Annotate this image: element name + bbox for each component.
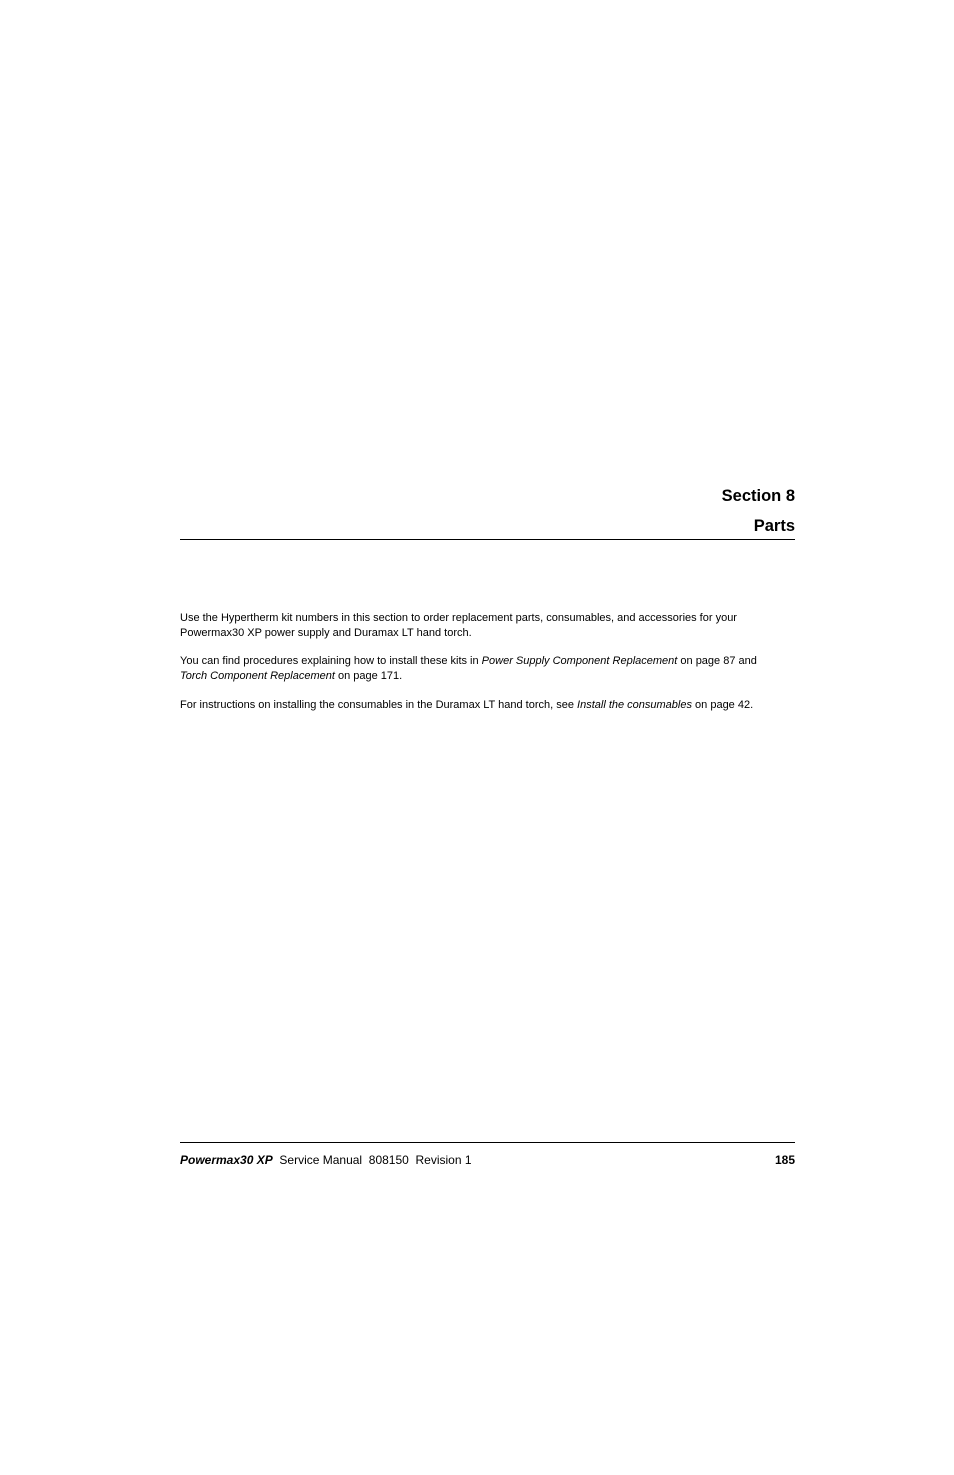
footer-divider [180,1142,795,1143]
page-footer [180,1152,795,1168]
footer-product-name: Powermax30 XP [180,1153,273,1167]
install-consumables-link[interactable]: Install the consumables [577,699,692,711]
procedures-paragraph [180,654,795,683]
procedures-text-start: You can find procedures explaining how to install these kits in [180,655,482,667]
page-number: 185 [774,1153,795,1167]
procedures-text-middle: on page 87 and [677,655,757,667]
torch-replacement-link[interactable]: Torch Component Replacement [180,669,335,682]
consumables-paragraph [180,698,795,713]
intro-paragraph: Use the Hypertherm kit numbers in this section to order replacement parts, consumables, and accessories for your Powermax30 XP power supply and Duramax LT hand torch. [180,612,737,639]
consumables-text-end: on page 42. [691,699,754,711]
footer-revision: Revision 1 [415,1153,472,1167]
power-supply-replacement-link[interactable]: Power Supply Component Replacement [481,655,678,667]
consumables-text-start: For instructions on installing the consumables in the Duramax LT hand torch, see [180,699,578,711]
footer-part-number: 808150 [368,1153,409,1167]
section-number: Section 8 [721,487,795,505]
footer-manual-title: Service Manual [279,1153,363,1167]
section-title: Parts [753,517,795,535]
procedures-text-end: on page 171. [334,669,403,682]
heading-divider [180,539,795,540]
